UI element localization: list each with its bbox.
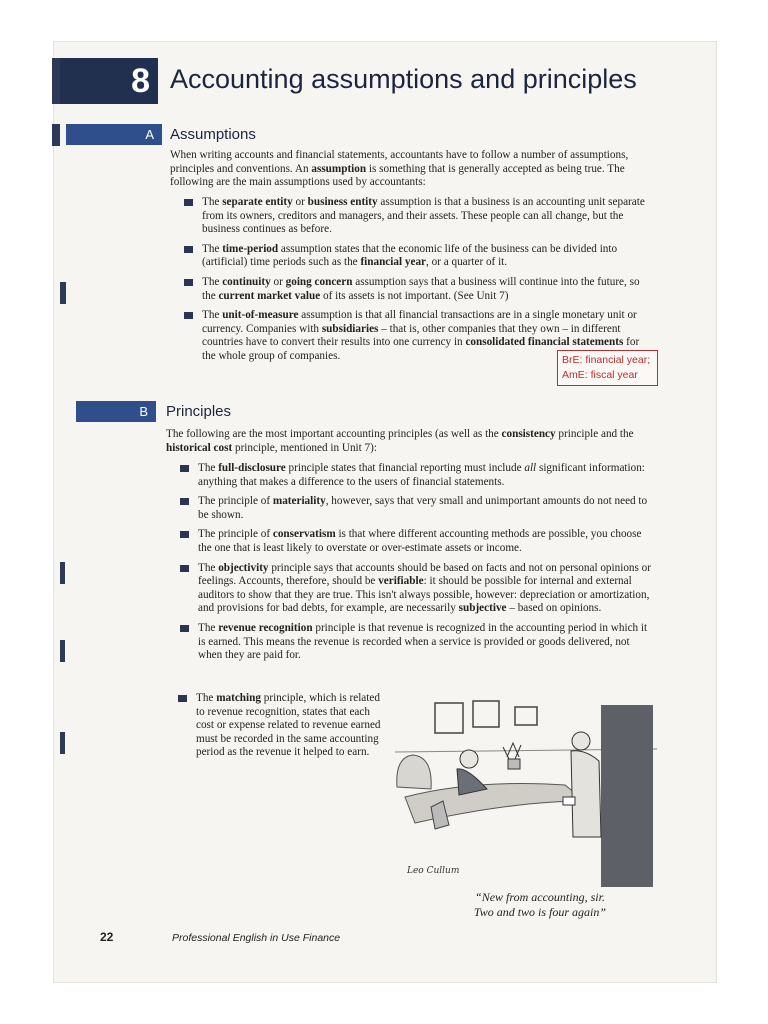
book-title: Professional English in Use Finance xyxy=(172,932,341,944)
list-item: The time-period assumption states that the economic life of the business can be divided into (artificial) time periods such as the financial year, or a quarter of it. xyxy=(184,243,652,270)
bullet-square xyxy=(180,565,189,572)
bullet-square xyxy=(184,312,193,319)
page-edge-tab xyxy=(52,58,60,104)
cartoon-caption xyxy=(440,890,640,920)
list-item: The principle of conservatism is that where different accounting methods are possible, you choose the one that is least likely to overstate or over-estimate assets or income. xyxy=(180,528,654,555)
list-item: The principle of materiality, however, says that very small and unimportant amounts do not need to be shown. xyxy=(180,495,654,522)
language-note xyxy=(557,350,658,386)
section-b-intro: The following are the most important accounting principles (as well as the consistency principle and the historical cost principle, mentioned in Unit 7): xyxy=(166,428,634,454)
bullet-square xyxy=(180,498,189,505)
bullet-square xyxy=(184,199,193,206)
list-item: The unit-of-measure assumption is that all financial transactions are in a single monetary unit or currency. Companies with subsidiaries – that is, other companies that they own – in different countries have to convert their results into one currency in consolidated financial statements for the whole group of companies. xyxy=(184,309,652,363)
list-item: The separate entity or business entity assumption is that a business is an accounting unit separate from its owners, creditors and managers, and their assets. These people can all change, but the business continues as before. xyxy=(184,196,652,237)
bullet-square xyxy=(180,465,189,472)
cartoonist-signature: Leo Cullum xyxy=(407,866,460,876)
principle-list xyxy=(180,462,654,669)
bullet-square xyxy=(180,531,189,538)
list-item: The continuity or going concern assumption says that a business will continue into the future, so the current market value of its assets is not important. (See Unit 7) xyxy=(184,276,652,303)
section-b-bar: B xyxy=(76,401,156,422)
unit-title: Accounting assumptions and principles xyxy=(170,64,637,94)
note-bre: BrE: financial year; xyxy=(562,354,651,366)
list-item: The full-disclosure principle states that financial reporting must include all significant information: anything that makes a difference to the users of financial statements. xyxy=(180,462,654,489)
section-a-bar: A xyxy=(66,124,162,145)
page-number: 22 xyxy=(100,930,114,944)
caption-line-2: Two and two is four again” xyxy=(473,905,607,919)
note-ame: AmE: fiscal year xyxy=(562,369,638,381)
page-edge-tab xyxy=(60,732,65,754)
bullet-square xyxy=(184,246,193,253)
clerk-body xyxy=(571,751,601,837)
caption-line-1: “New from accounting, sir. xyxy=(475,890,605,904)
bullet-square xyxy=(180,625,189,632)
bullet-square xyxy=(184,279,193,286)
section-a-intro: When writing accounts and financial statements, accountants have to follow a number of assumptions, principles and conventions. An assumption is something that is generally accepted as being true. The following are the main assumptions used by accountants: xyxy=(170,149,629,189)
list-item: The revenue recognition principle is that revenue is recognized in the accounting period in which it is earned. This means the revenue is recorded when a service is provided or goods delivered, not when they are paid for. xyxy=(180,622,654,663)
boss-head xyxy=(460,750,478,768)
unit-number: 8 xyxy=(60,58,158,104)
paper xyxy=(563,797,575,805)
assumption-list xyxy=(184,196,652,370)
section-b-title: Principles xyxy=(166,403,232,420)
section-a-title: Assumptions xyxy=(170,126,256,143)
list-item: The objectivity principle says that accounts should be based on facts and not on personal opinions or feelings. Accounts, therefore, should be verifiable: it should be possible for internal and external auditors to show that they are true. This isn't always possible, however: depreciation or amortization, and provisions for bad debts, for example, are necessarily subjective – based on opinions. xyxy=(180,562,654,616)
page-edge-tab xyxy=(60,640,65,662)
cartoon-illustration xyxy=(395,697,657,889)
page-edge-tab xyxy=(60,282,66,304)
page-edge-tab xyxy=(60,562,65,584)
bullet-square xyxy=(178,695,187,702)
door xyxy=(601,705,653,887)
page-edge-tab xyxy=(52,124,60,146)
clerk-head xyxy=(572,732,590,750)
matching-principle xyxy=(178,692,388,766)
list-item: The matching principle, which is related to revenue recognition, states that each cost or expense related to revenue earned must be recorded in the same accounting period as the revenue it helped to earn. xyxy=(178,692,388,760)
